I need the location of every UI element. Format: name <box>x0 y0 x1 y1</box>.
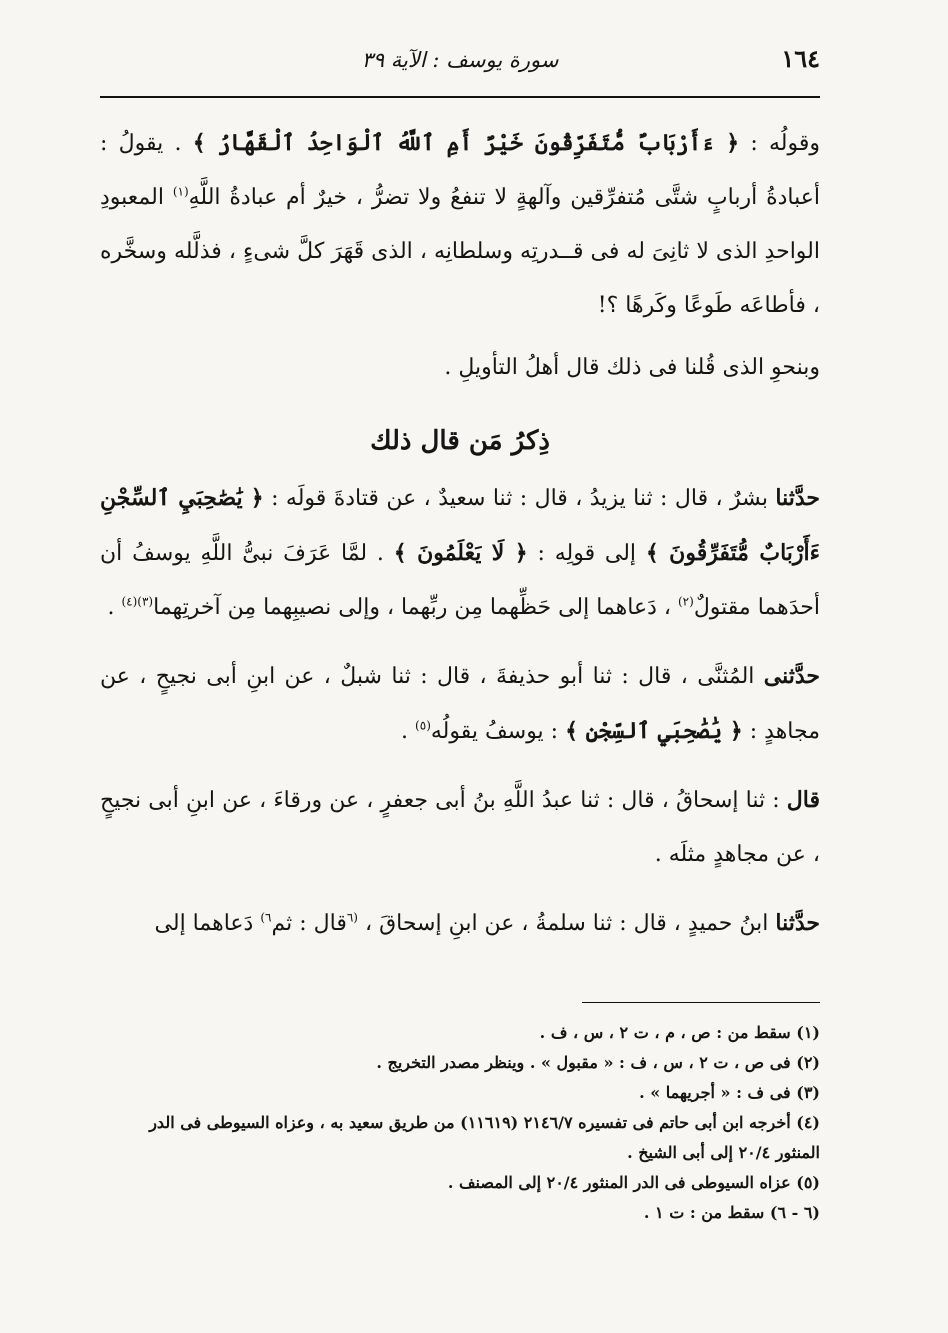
text-run: ابنُ حميدٍ ، قال : ثنا سلمةُ ، عن ابنِ إسحاقَ ، <box>357 911 776 936</box>
text-run: . <box>401 719 416 744</box>
text-run: المُثنَّى ، قال : ثنا أبو حذيفةَ ، قال : ثنا شبلٌ ، عن ابنِ أبى نجيحٍ ، عن مجاهدٍ : <box>100 664 820 744</box>
text-run: وبنحوِ الذى قُلنا فى ذلك قال أهلُ التأويلِ . <box>444 355 820 380</box>
page-header <box>100 44 820 92</box>
footnote-ref: (٣)(٤) <box>121 594 154 609</box>
footnote-separator <box>582 1002 820 1003</box>
narration-lead: حدَّثنا <box>775 485 820 511</box>
paragraph-5 <box>100 773 820 882</box>
footnote-ref: ٦) <box>260 910 272 925</box>
header-rule <box>100 96 820 98</box>
text-run: : يوسفُ يقولُه <box>430 719 566 744</box>
page-number: ١٦٤ <box>781 44 820 73</box>
footnote: (٣) فى ف : « أجريهما » . <box>639 1083 820 1102</box>
text-run: . يقولُ : أعبادةُ أربابٍ شتَّى مُتفرِّقين وآلهةٍ لا تنفعُ ولا تضرُّ ، خيرٌ أم عبادةُ اللَّهِ <box>100 131 820 210</box>
narration-lead: حدَّثنى <box>763 663 820 689</box>
text-run: بشرٌ ، قال : ثنا يزيدُ ، قال : ثنا سعيدٌ ، عن قتادةَ قولَه : <box>263 486 776 511</box>
text-run: قال : ثم <box>271 911 347 936</box>
quran-quote: ﴿ يَٰصَٰحِبَيِ ٱلسِّجْنِ ﴾ <box>565 718 743 744</box>
footnotes <box>100 1018 820 1228</box>
section-heading: ذِكرُ مَن قال ذلك <box>370 426 550 456</box>
quran-quote: ﴿ ءَأَرْبَابٌ مُّتَفَرِّقُونَ خَيْرٌ أَمِ ٱللَّهُ ٱلْوَاحِدُ ٱلْقَهَّارُ ﴾ <box>192 130 740 156</box>
footnote-ref: (١) <box>172 184 189 199</box>
narration-lead: حدَّثنا <box>775 910 820 936</box>
quran-quote: ﴿ يَٰصَٰحِبَيِ ٱلسِّجْنِ ءَأَرْبَابٌ مُّتَفَرِّقُونَ ﴾ <box>100 485 820 566</box>
main-text <box>100 116 820 951</box>
text-run: وقولُه : <box>739 131 820 156</box>
paragraph-4 <box>100 649 820 759</box>
narration-lead: قال <box>786 787 820 813</box>
quran-quote: ﴿ لَا يَعْلَمُونَ ﴾ <box>393 540 528 566</box>
paragraph-6 <box>100 896 820 951</box>
running-title: سورة يوسف : الآية ٣٩ <box>361 48 559 72</box>
paragraph-1 <box>100 116 820 333</box>
text-run: إلى قولِه : <box>527 541 646 566</box>
footnote-ref: (٢) <box>677 594 694 609</box>
footnote-ref: (٥) <box>415 718 431 733</box>
footnote-ref: (٦ <box>346 910 358 925</box>
text-run: المعبودِ الواحدِ الذى لا ثانِىَ له فى قــدرتِه وسلطانِه ، الذى قَهَرَ كلَّ شىءٍ ، فذلَّله وسخَّره ، فأطاعَه طَوعًا وكَرهًا ؟! <box>100 185 820 318</box>
text-run: ، دَعاهما إلى حَظِّهما مِن ربِّهما ، وإلى نصيبِهما مِن آخرتِهما <box>153 595 678 620</box>
footnote: (٢) فى ص ، ت ٢ ، س ، ف : « مقبول » . وينظر مصدر التخريج . <box>376 1053 820 1072</box>
footnote: (٥) عزاه السيوطى فى الدر المنثور ٢٠/٤ إلى المصنف . <box>447 1173 820 1192</box>
text-run: : ثنا إسحاقُ ، قال : ثنا عبدُ اللَّهِ بنُ أبى جعفرٍ ، عن ورقاءَ ، عن ابنِ أبى نجيحٍ ، عن مجاهدٍ مثلَه . <box>100 788 820 867</box>
paragraph-3 <box>100 471 820 635</box>
text-run: . لمَّا عَرَفَ نبىُّ اللَّهِ يوسفُ أن أحدَهما مقتولٌ <box>100 541 820 620</box>
footnote: (٦ - ٦) سقط من : ت ١ . <box>643 1203 820 1222</box>
text-run: دَعاهما إلى <box>154 911 261 936</box>
paragraph-2 <box>100 341 820 395</box>
footnote: (١) سقط من : ص ، م ، ت ٢ ، س ، ف . <box>539 1023 820 1042</box>
text-run: . <box>107 595 122 620</box>
footnote: (٤) أخرجه ابن أبى حاتم فى تفسيره ٢١٤٦/٧ (١١٦١٩) من طريق سعيد به ، وعزاه السيوطى فى الدر المنثور ٢٠/٤ إلى أبى الشيخ . <box>149 1113 820 1162</box>
